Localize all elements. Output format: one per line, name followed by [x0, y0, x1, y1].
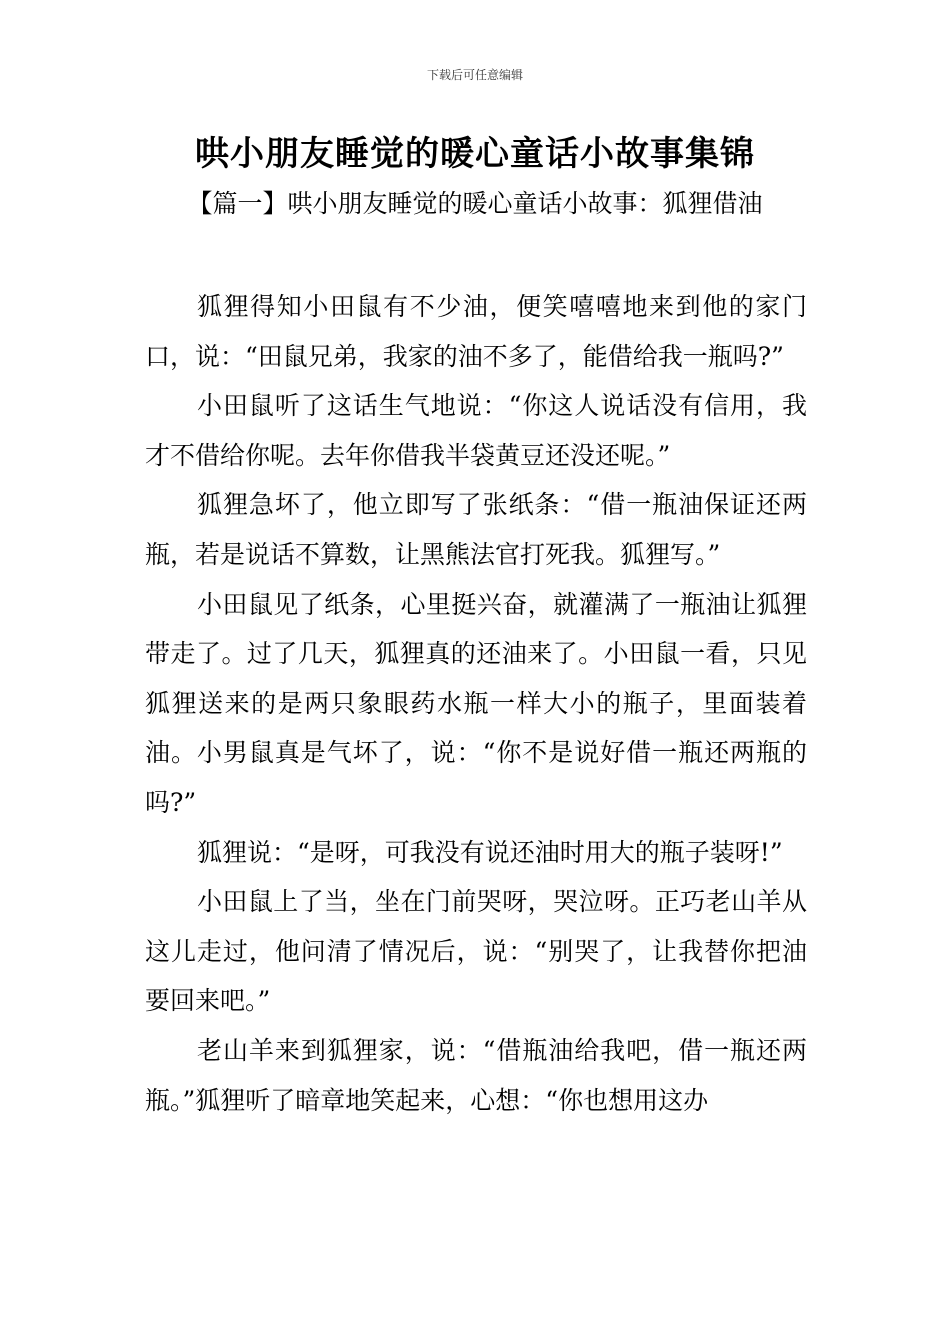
paragraph: 小田鼠听了这话生气地说：“你这人说话没有信用，我才不借给你呢。去年你借我半袋黄豆还没还呢。”	[145, 391, 807, 470]
paragraph: 小田鼠上了当，坐在门前哭呀，哭泣呀。正巧老山羊从这儿走过，他问清了情况后，说：“别哭了，让我替你把油要回来吧。”	[145, 887, 807, 1016]
paragraph: 老山羊来到狐狸家，说：“借瓶油给我吧，借一瓶还两瓶。”狐狸听了暗章地笑起来，心想：“你也想用这办	[145, 1035, 807, 1115]
document-title: 哄小朋友睡觉的暖心童话小故事集锦	[195, 134, 755, 174]
paragraph: 狐狸急坏了，他立即写了张纸条：“借一瓶油保证还两瓶，若是说话不算数，让黑熊法官打死我。狐狸写。”	[145, 490, 807, 569]
paragraph: 狐狸得知小田鼠有不少油，便笑嘻嘻地来到他的家门口，说：“田鼠兄弟，我家的油不多了，能借给我一瓶吗?”	[145, 292, 807, 371]
story-body	[145, 282, 807, 1125]
header-note: 下载后可任意编辑	[426, 68, 523, 82]
paragraph: 小田鼠见了纸条，心里挺兴奋，就灌满了一瓶油让狐狸带走了。过了几天，狐狸真的还油来了。小田鼠一看，只见狐狸送来的是两只象眼药水瓶一样大小的瓶子，里面装着油。小男鼠真是气坏了，说：“你不是说好借一瓶还两瓶的吗?”	[145, 589, 807, 817]
document-subtitle: 【篇一】哄小朋友睡觉的暖心童话小故事：狐狸借油	[187, 189, 763, 218]
paragraph: 狐狸说：“是呀，可我没有说还油时用大的瓶子装呀!”	[197, 837, 783, 867]
